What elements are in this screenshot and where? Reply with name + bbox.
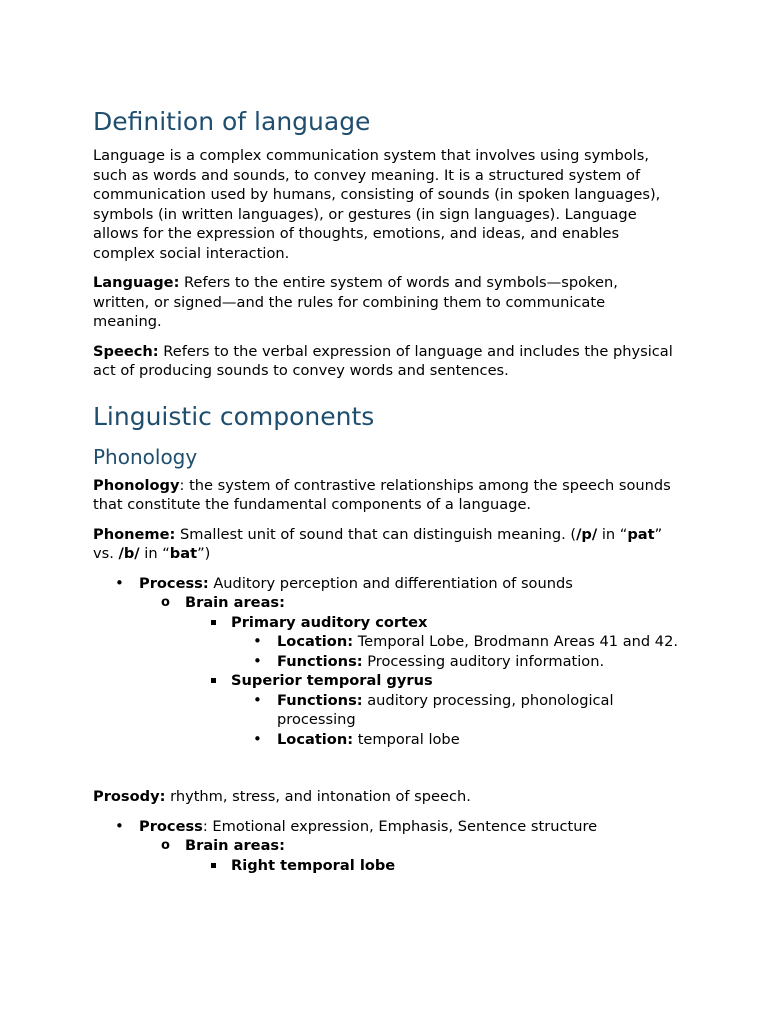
bullet-o-icon: o: [161, 595, 170, 610]
list-item-brain-areas: [139, 593, 678, 749]
stg-details: [231, 691, 678, 750]
phonology-term: Phonology: [93, 476, 180, 494]
bullet-disc-icon: [253, 632, 267, 652]
process-text: : Emotional expression, Emphasis, Sentence structure: [202, 817, 598, 835]
language-definition-text: Refers to the entire system of words and symbols—spoken, written, or signed—and the rules for combining them to communicate meaning.: [93, 274, 618, 330]
prosody-brain-areas-list: [139, 836, 678, 875]
phoneme-text: ” vs.: [93, 525, 663, 562]
brain-area-items: [185, 613, 678, 750]
phoneme-text: in “: [139, 545, 170, 562]
location-term: Location:: [277, 730, 354, 748]
brain-areas-term: Brain areas:: [185, 594, 285, 611]
heading-phonology: Phonology: [93, 444, 198, 469]
bullet-disc-icon: [115, 574, 129, 594]
phoneme-text: Smallest unit of sound that can distinguish meaning. (: [175, 525, 577, 543]
phoneme-text: in “: [597, 525, 628, 543]
phoneme-term: Phoneme:: [93, 525, 176, 543]
functions-term: Functions:: [277, 691, 363, 709]
right-temporal-lobe-term: Right temporal lobe: [231, 856, 396, 874]
location-text: temporal lobe: [353, 730, 460, 748]
list-item-superior-temporal-gyrus: [185, 671, 678, 749]
phoneme-text: ”): [197, 545, 211, 562]
list-item-stg-location: [231, 730, 678, 750]
phoneme-bat: bat: [169, 545, 198, 562]
phoneme-p: /p/: [576, 525, 598, 543]
heading-linguistic-components: Linguistic components: [93, 401, 375, 431]
location-text: Temporal Lobe, Brodmann Areas 41 and 42.: [353, 633, 679, 650]
phonology-definition-text: : the system of contrastive relationships among the speech sounds that constitute the fundamental components of a language.: [93, 476, 671, 513]
phoneme-definition-paragraph: [93, 525, 678, 564]
speech-definition-paragraph: [93, 342, 678, 381]
brain-areas-term: Brain areas:: [185, 837, 285, 854]
functions-text: auditory processing, phonological processing: [277, 691, 614, 728]
speech-term: Speech:: [93, 342, 159, 360]
list-item-prosody-process: [93, 817, 678, 876]
list-item-stg-functions: [231, 691, 678, 730]
location-term: Location:: [277, 633, 354, 650]
prosody-term: Prosody:: [93, 788, 166, 805]
speech-definition-text: Refers to the verbal expression of language and includes the physical act of producing sounds to convey words and sentences.: [93, 342, 673, 379]
bullet-disc-icon: [115, 817, 129, 837]
prosody-definition-paragraph: [93, 787, 678, 807]
list-item-right-temporal-lobe: [185, 856, 678, 876]
bullet-o-icon: o: [161, 838, 170, 853]
list-item-primary-auditory-cortex: [185, 613, 678, 672]
primary-auditory-cortex-term: Primary auditory cortex: [231, 613, 428, 631]
phoneme-pat: pat: [627, 525, 655, 543]
functions-term: Functions:: [277, 652, 363, 670]
bullet-disc-icon: [253, 691, 267, 711]
pac-details: [231, 632, 678, 671]
process-term: Process: [139, 817, 203, 835]
list-item-process: [93, 574, 678, 750]
process-term: Process:: [139, 574, 209, 592]
heading-definition-of-language: Definition of language: [93, 107, 371, 136]
phoneme-b: /b/: [118, 545, 140, 562]
prosody-list: [93, 817, 678, 876]
bullet-disc-icon: [253, 730, 267, 750]
functions-text: Processing auditory information.: [362, 652, 605, 670]
phonology-definition-paragraph: [93, 476, 678, 515]
bullet-disc-icon: [253, 652, 267, 672]
list-item-pac-functions: [231, 652, 678, 672]
document-page: [93, 106, 678, 875]
definition-intro-paragraph: Language is a complex communication system that involves using symbols, such as words and sounds, to convey meaning. It is a structured system of communication used by humans, consisting of sounds (in spoken languages), symbols (in written languages), or gestures (in sign languages). Language allows for the expression of thoughts, emotions, and ideas, and enables complex social interaction.: [93, 147, 661, 262]
prosody-brain-area-items: [185, 856, 678, 876]
brain-areas-list: [139, 593, 678, 749]
language-definition-paragraph: [93, 273, 678, 332]
prosody-text: rhythm, stress, and intonation of speech.: [165, 788, 471, 805]
list-item-pac-location: [231, 632, 678, 652]
language-term: Language:: [93, 274, 180, 291]
superior-temporal-gyrus-term: Superior temporal gyrus: [231, 672, 433, 689]
list-item-prosody-brain-areas: [139, 836, 678, 875]
phonology-list: [93, 574, 678, 750]
process-text: Auditory perception and differentiation of sounds: [208, 574, 573, 592]
